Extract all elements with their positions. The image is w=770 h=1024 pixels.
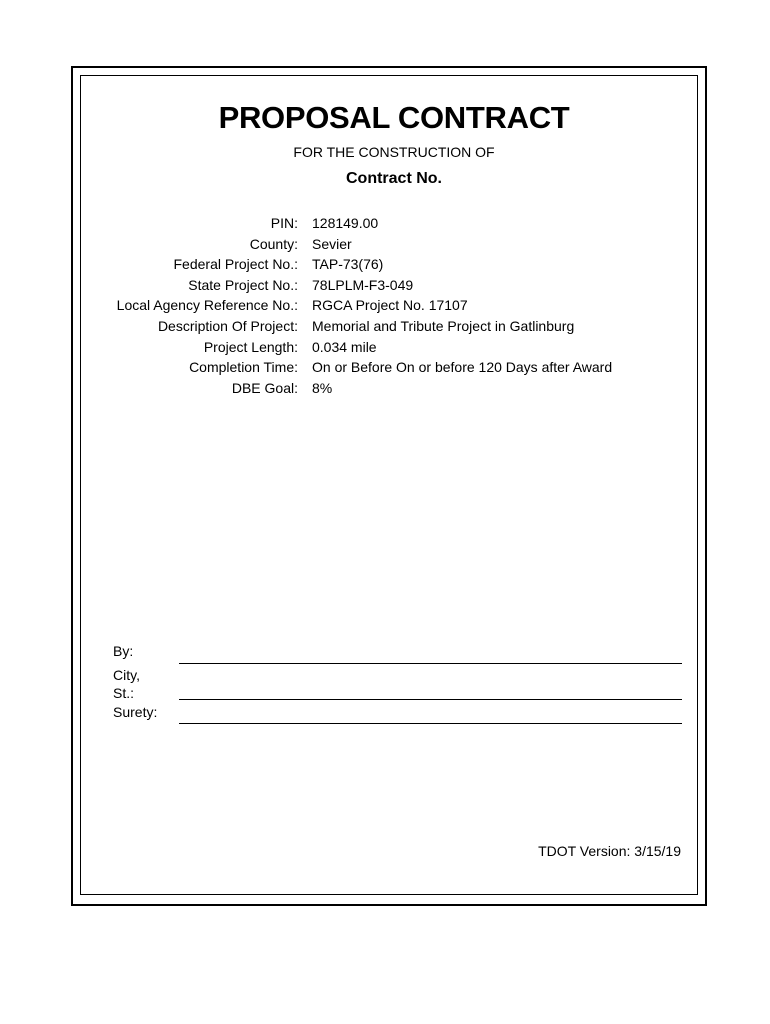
surety-label: Surety:	[113, 704, 158, 720]
document-subtitle: FOR THE CONSTRUCTION OF	[293, 144, 495, 160]
field-value: 8%	[312, 379, 333, 396]
inner-border	[80, 75, 698, 895]
field-value: Sevier	[312, 235, 352, 252]
field-label: Project Length:	[203, 338, 298, 355]
contract-number-label: Contract No.	[346, 170, 442, 187]
field-description-of-project	[80, 316, 690, 337]
field-value: On or Before On or before 120 Days after Award	[312, 359, 613, 376]
city-state-signature-line[interactable]	[179, 699, 682, 700]
field-label: County:	[249, 235, 298, 252]
field-label: State Project No.:	[188, 276, 298, 293]
field-label: PIN:	[270, 215, 298, 231]
field-completion-time	[80, 357, 690, 378]
field-value: RGCA Project No. 17107	[312, 297, 468, 314]
field-label: Completion Time:	[189, 359, 298, 376]
field-value: 78LPLM-F3-049	[312, 276, 414, 293]
by-signature-line[interactable]	[179, 663, 682, 664]
field-label: DBE Goal:	[231, 379, 298, 396]
field-value: TAP-73(76)	[312, 256, 384, 273]
field-federal-project-no	[80, 254, 690, 275]
field-label: Federal Project No.:	[173, 256, 298, 273]
field-county	[80, 234, 690, 255]
field-value: 128149.00	[312, 215, 379, 231]
field-state-project-no	[80, 275, 690, 296]
by-label: By:	[113, 643, 134, 659]
field-pin	[80, 213, 690, 234]
document-title: PROPOSAL CONTRACT	[218, 100, 570, 135]
surety-signature-line[interactable]	[179, 723, 682, 724]
version-text: TDOT Version: 3/15/19	[538, 843, 681, 859]
field-project-length	[80, 337, 690, 358]
city-label-line1: City,	[113, 667, 140, 683]
field-label: Description Of Project:	[157, 317, 298, 334]
field-label: Local Agency Reference No.:	[116, 297, 298, 314]
field-value: 0.034 mile	[312, 338, 377, 355]
field-local-agency-reference-no	[80, 295, 690, 316]
city-label-line2: St.:	[113, 685, 135, 701]
field-value: Memorial and Tribute Project in Gatlinburg	[312, 317, 575, 334]
field-dbe-goal	[80, 378, 690, 399]
project-fields	[80, 213, 690, 398]
